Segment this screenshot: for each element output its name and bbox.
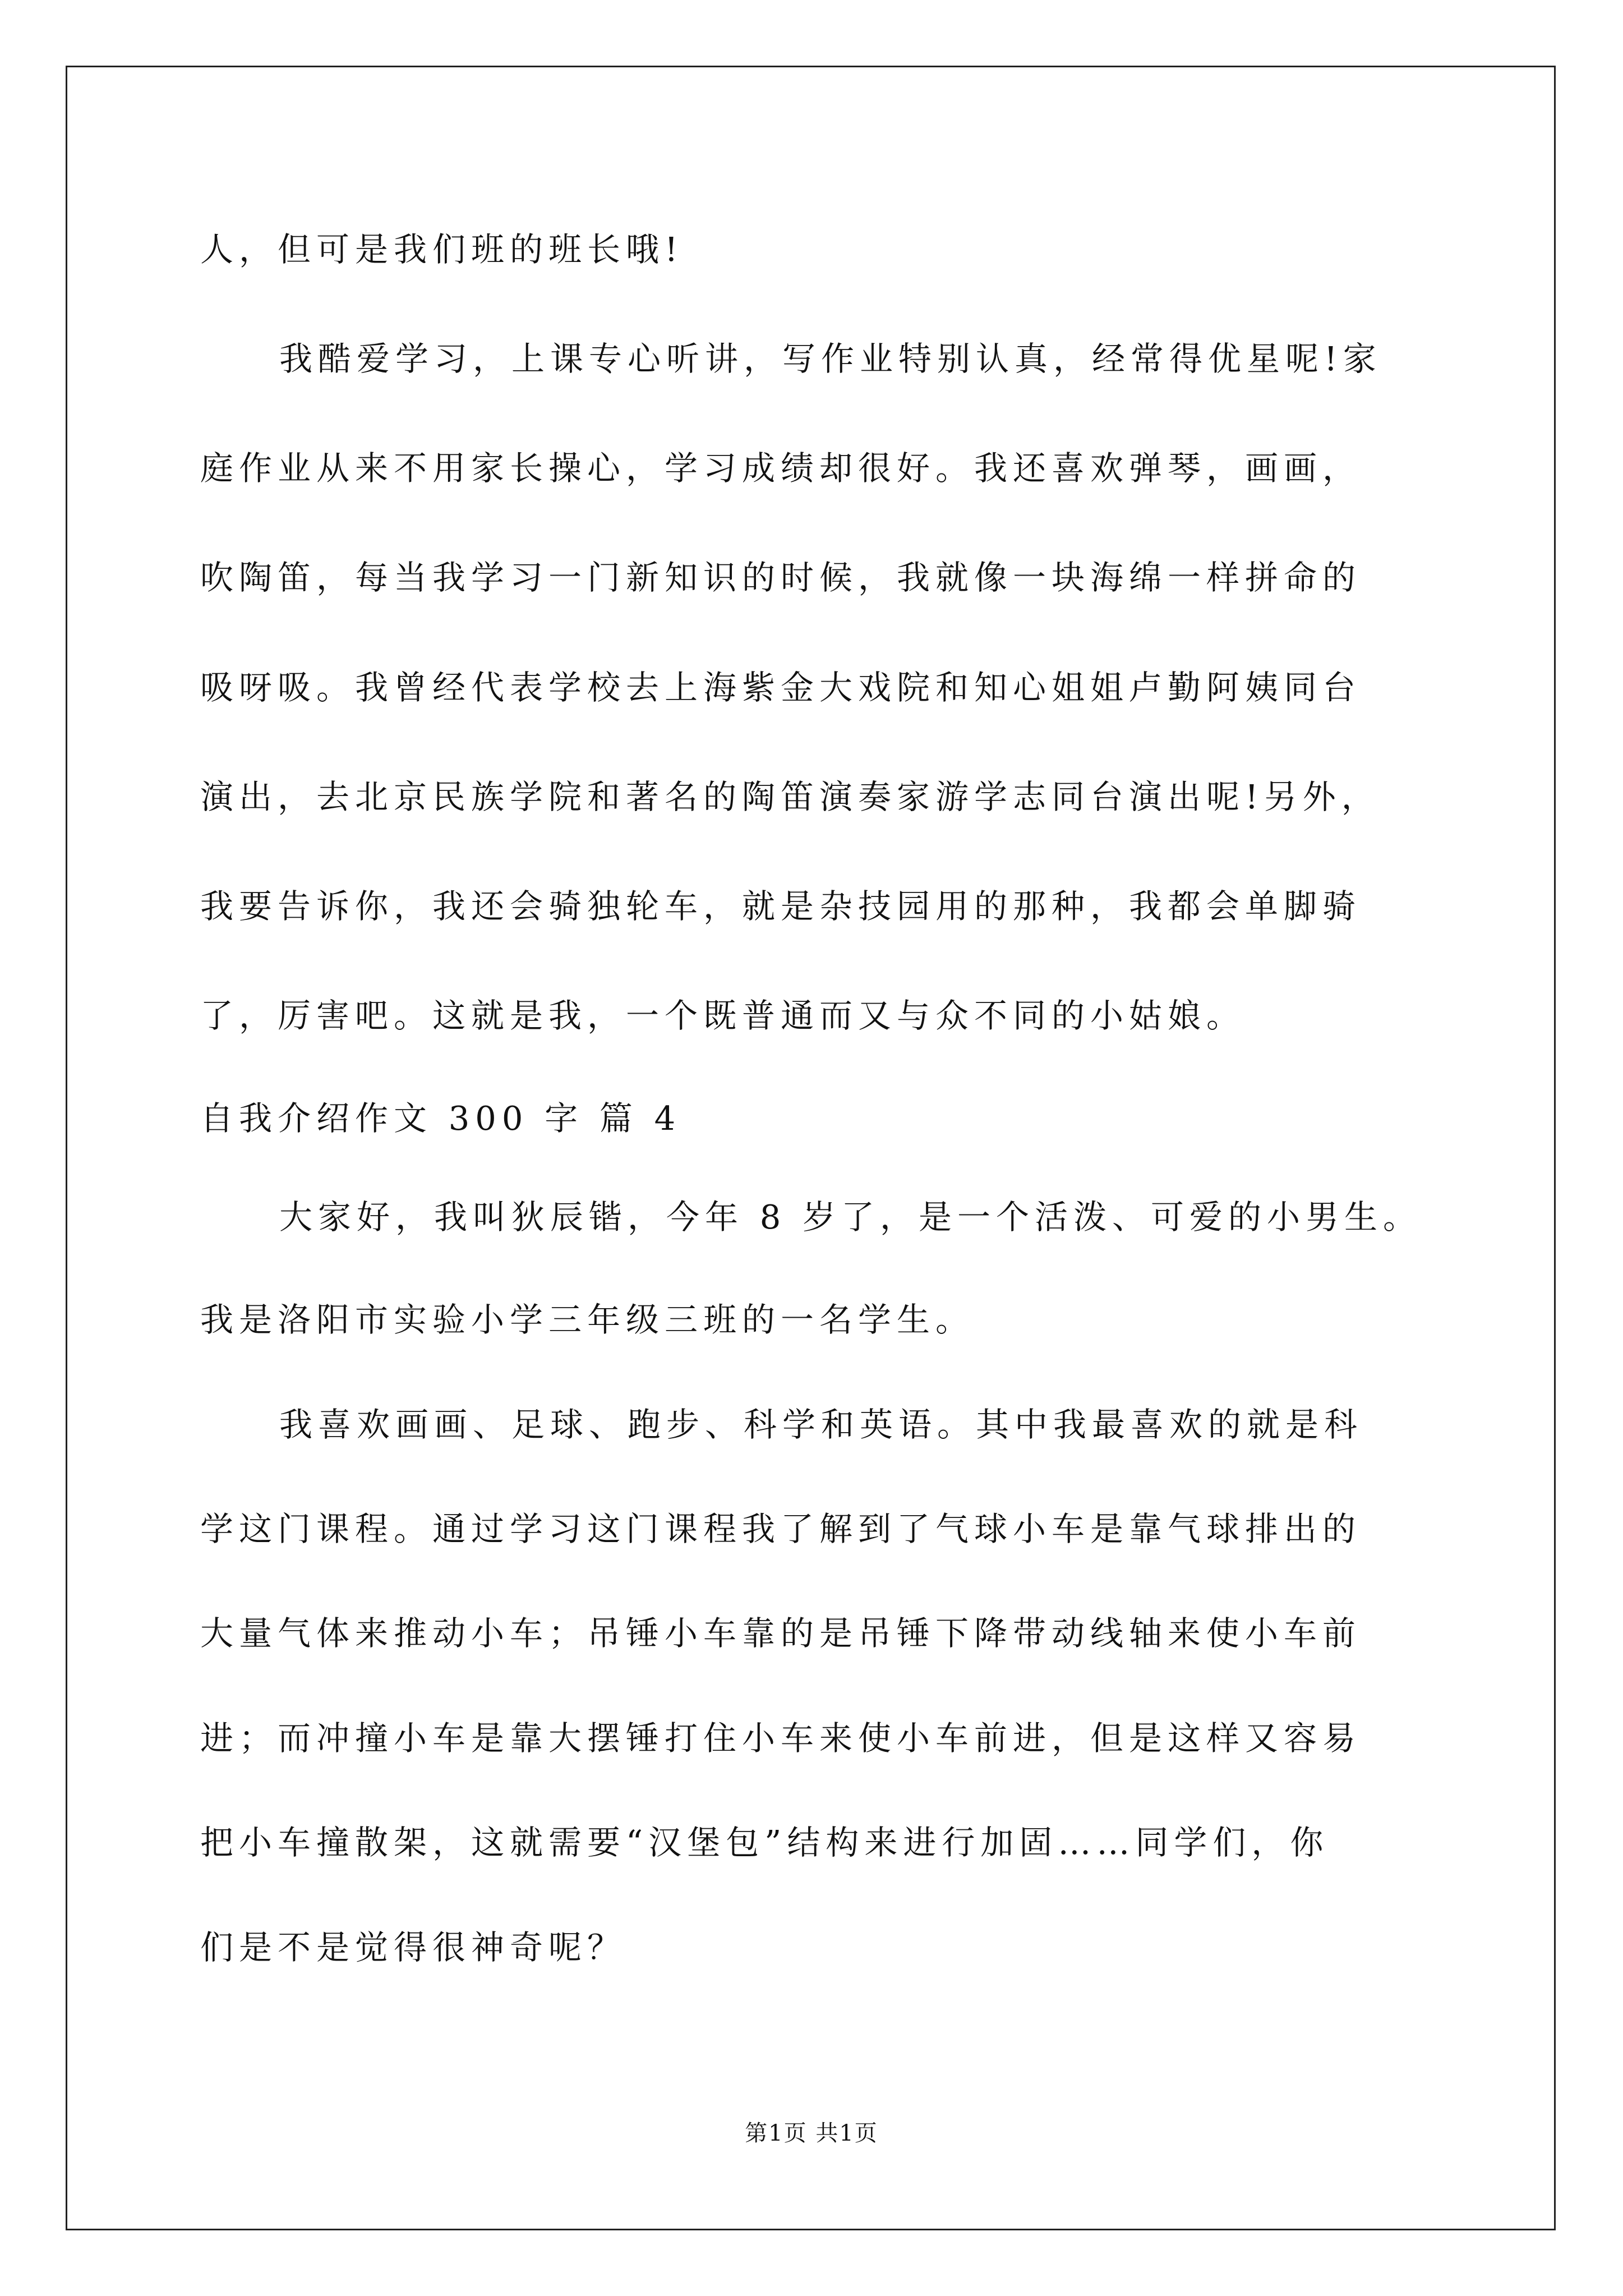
text-line: 我是洛阳市实验小学三年级三班的一名学生。 [200, 1300, 975, 1339]
paragraph-text-line: 大家好，我叫狄辰锴，今年 8 岁了，是一个活泼、可爱的小男生。 [279, 1198, 1422, 1236]
text-line: 人，但可是我们班的班长哦! [200, 230, 684, 269]
page-number-footer: 第1页 共1页 [745, 2120, 878, 2146]
text-line: 庭作业从来不用家长操心，学习成绩却很好。我还喜欢弹琴，画画， [200, 449, 1362, 487]
text-line: 们是不是觉得很神奇呢？ [200, 1928, 626, 1967]
text-line: 吸呀吸。我曾经代表学校去上海紫金大戏院和知心姐姐卢勤阿姨同台 [200, 668, 1362, 707]
text-line: 进；而冲撞小车是靠大摆锤打住小车来使小车前进，但是这样又容易 [200, 1719, 1362, 1757]
paragraph-text-line: 我喜欢画画、足球、跑步、科学和英语。其中我最喜欢的就是科 [279, 1405, 1363, 1444]
text-line: 大量气体来推动小车；吊锤小车靠的是吊锤下降带动线轴来使小车前 [200, 1614, 1362, 1653]
text-line: 我要告诉你，我还会骑独轮车，就是杂技园用的那种，我都会单脚骑 [200, 887, 1362, 926]
section-heading: 自我介绍作文 300 字 篇 4 [200, 1099, 681, 1138]
text-line: 了，厉害吧。这就是我，一个既普通而又与众不同的小姑娘。 [200, 996, 1246, 1035]
page-border [66, 66, 1556, 2230]
text-line: 吹陶笛，每当我学习一门新知识的时候，我就像一块海绵一样拼命的 [200, 558, 1362, 597]
text-line: 把小车撞散架，这就需要“汉堡包”结构来进行加固……同学们，你 [200, 1823, 1329, 1862]
paragraph-text-line: 我酷爱学习，上课专心听讲，写作业特别认真，经常得优星呢!家 [279, 339, 1382, 378]
text-line: 演出，去北京民族学院和著名的陶笛演奏家游学志同台演出呢!另外， [200, 777, 1380, 816]
text-line: 学这门课程。通过学习这门课程我了解到了气球小车是靠气球排出的 [200, 1510, 1362, 1548]
